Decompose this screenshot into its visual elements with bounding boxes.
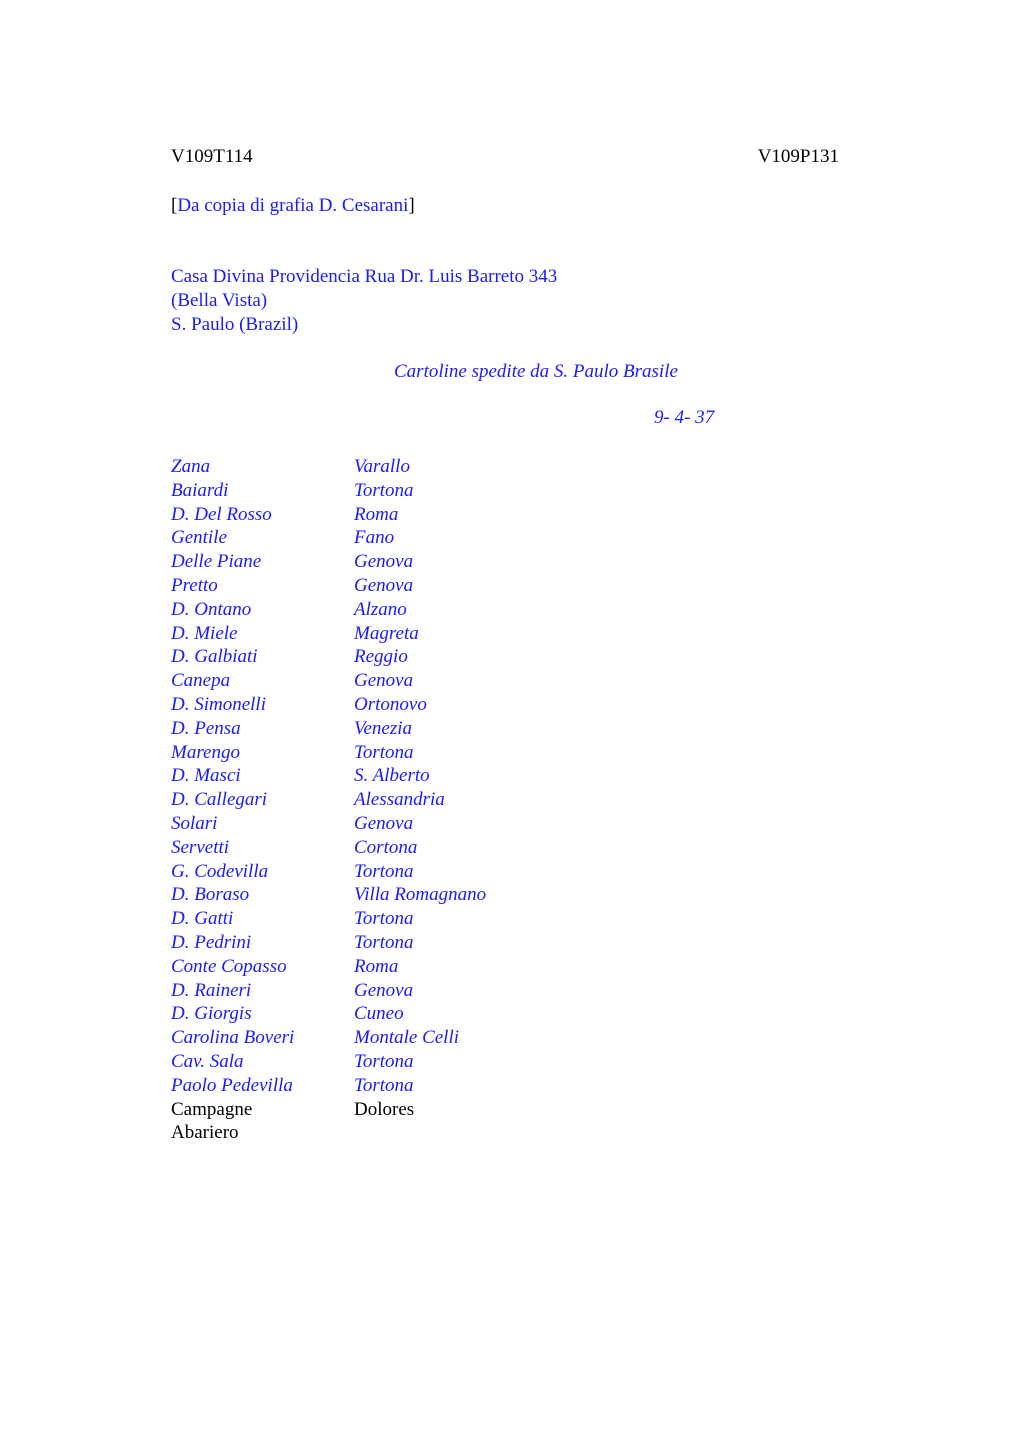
recipient-place: Tortona <box>354 741 414 763</box>
recipient-name: Paolo Pedevilla <box>171 1074 293 1096</box>
recipient-row <box>171 1050 671 1074</box>
recipient-name: D. Galbiati <box>171 646 258 668</box>
recipient-name: G. Codevilla <box>171 860 269 882</box>
archive-codes <box>171 146 839 170</box>
recipient-row <box>171 836 671 860</box>
recipient-place: Tortona <box>354 860 414 882</box>
recipient-place: Genova <box>354 979 414 1001</box>
footer-row <box>171 1121 671 1145</box>
recipient-place: Reggio <box>354 646 408 668</box>
recipient-name: Baiardi <box>171 479 229 501</box>
recipient-place: Alessandria <box>354 789 445 811</box>
recipient-name: D. Del Rosso <box>171 503 272 525</box>
recipient-row <box>171 1074 671 1098</box>
recipient-row <box>171 764 671 788</box>
transcription-note <box>171 195 415 217</box>
list-date: 9- 4- 37 <box>654 407 715 428</box>
recipient-place: Ortonovo <box>354 693 427 715</box>
recipient-row <box>171 979 671 1003</box>
recipient-place: Genova <box>354 812 414 834</box>
recipient-name: Zana <box>171 456 211 477</box>
recipient-name: D. Raineri <box>171 979 252 1001</box>
footer-row <box>171 1098 671 1122</box>
recipient-row <box>171 574 671 598</box>
sender-address <box>171 265 557 337</box>
recipient-name: D. Boraso <box>171 884 250 906</box>
recipient-row <box>171 526 671 550</box>
recipient-row <box>171 455 671 479</box>
document-page <box>171 0 839 1450</box>
address-line-3: S. Paulo (Brazil) <box>171 314 299 335</box>
recipient-place: Tortona <box>354 479 414 501</box>
recipient-name: Carolina Boveri <box>171 1027 295 1049</box>
recipient-place: Tortona <box>354 1050 414 1072</box>
recipient-place: Genova <box>354 574 414 596</box>
recipient-row <box>171 479 671 503</box>
recipient-name: D. Gatti <box>171 908 234 930</box>
recipient-row <box>171 955 671 979</box>
recipient-name: Cav. Sala <box>171 1050 244 1072</box>
recipient-row <box>171 550 671 574</box>
footer-name: Abariero <box>171 1122 239 1144</box>
archive-code-left: V109T114 <box>171 146 253 167</box>
recipient-row <box>171 622 671 646</box>
recipient-row <box>171 907 671 931</box>
recipient-place: Montale Celli <box>354 1027 460 1049</box>
recipient-name: D. Callegari <box>171 789 268 811</box>
recipient-row <box>171 812 671 836</box>
recipient-name: D. Giorgis <box>171 1003 252 1025</box>
recipient-place: Villa Romagnano <box>354 884 487 906</box>
recipient-row <box>171 1026 671 1050</box>
recipient-name: Gentile <box>171 527 227 549</box>
recipient-name: D. Ontano <box>171 598 252 620</box>
recipient-row <box>171 503 671 527</box>
recipient-row <box>171 883 671 907</box>
recipient-name: Canepa <box>171 670 231 692</box>
address-line-2: (Bella Vista) <box>171 290 268 311</box>
note-close-bracket: ] <box>408 195 415 216</box>
recipient-row <box>171 645 671 669</box>
recipient-row <box>171 741 671 765</box>
recipient-row <box>171 860 671 884</box>
recipient-place: Fano <box>354 527 395 549</box>
recipient-row <box>171 693 671 717</box>
recipient-place: Genova <box>354 670 414 692</box>
recipient-name: Servetti <box>171 836 230 858</box>
note-text: Da copia di grafia D. Cesarani <box>177 195 409 216</box>
recipient-place: Alzano <box>354 598 407 620</box>
address-line-1: Casa Divina Providencia Rua Dr. Luis Barreto 343 <box>171 266 558 287</box>
recipient-place: Genova <box>354 551 414 573</box>
recipient-row <box>171 598 671 622</box>
list-heading: Cartoline spedite da S. Paulo Brasile <box>394 361 678 382</box>
recipient-place: Cortona <box>354 836 418 858</box>
recipient-name: Solari <box>171 812 218 834</box>
recipient-name: D. Pensa <box>171 717 241 739</box>
recipient-place: Tortona <box>354 931 414 953</box>
recipient-place: Tortona <box>354 908 414 930</box>
recipient-name: Pretto <box>171 574 218 596</box>
recipient-row <box>171 931 671 955</box>
recipient-place: Magreta <box>354 622 419 644</box>
recipient-place: Cuneo <box>354 1003 404 1025</box>
recipient-row <box>171 1002 671 1026</box>
recipient-place: Roma <box>354 503 399 525</box>
recipient-place: Venezia <box>354 717 413 739</box>
footer-name: Campagne <box>171 1098 253 1120</box>
footer-place: Dolores <box>354 1098 415 1120</box>
recipient-place: Roma <box>354 955 399 977</box>
recipient-name: D. Miele <box>171 622 238 644</box>
recipient-name: Delle Piane <box>171 551 262 573</box>
recipient-list <box>171 455 671 1145</box>
note-open-bracket: [ <box>171 195 178 216</box>
recipient-name: D. Simonelli <box>171 693 266 715</box>
recipient-name: Marengo <box>171 741 240 763</box>
recipient-place: S. Alberto <box>354 765 430 787</box>
recipient-name: D. Pedrini <box>171 931 252 953</box>
recipient-row <box>171 717 671 741</box>
recipient-place: Tortona <box>354 1074 414 1096</box>
recipient-place: Varallo <box>354 456 410 477</box>
archive-code-right: V109P131 <box>757 146 839 167</box>
recipient-row <box>171 669 671 693</box>
recipient-row <box>171 788 671 812</box>
recipient-name: Conte Copasso <box>171 955 287 977</box>
recipient-name: D. Masci <box>171 765 241 787</box>
